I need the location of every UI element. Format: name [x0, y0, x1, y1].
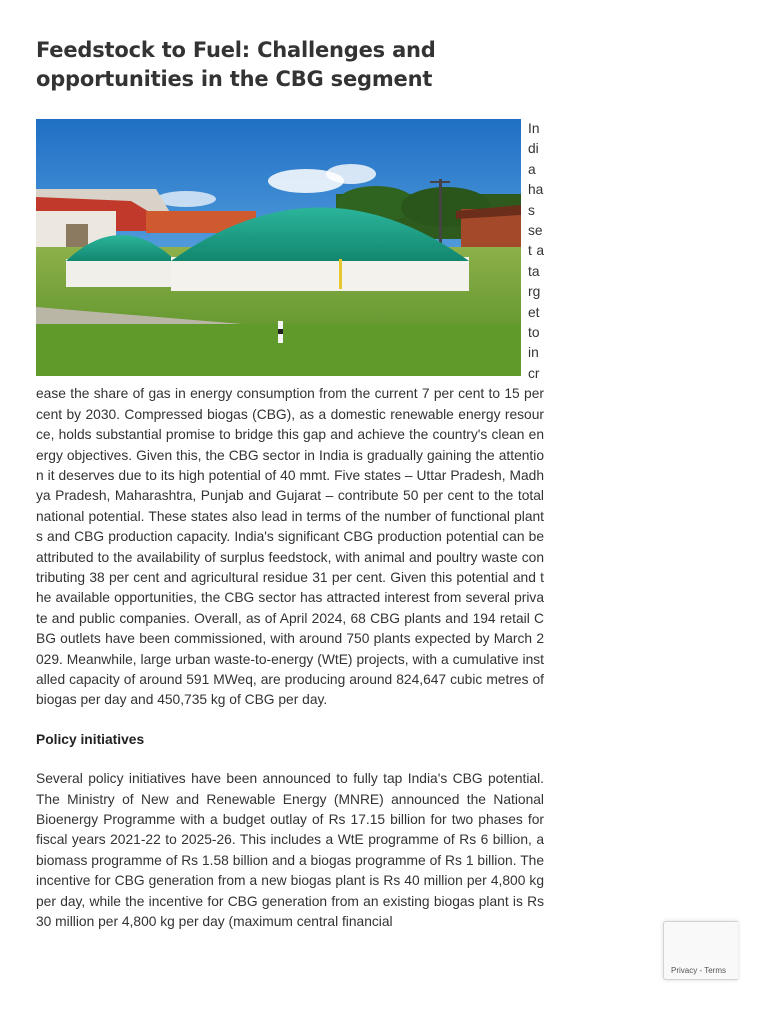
section-paragraph: Several policy initiatives have been announced to fully tap India's CBG potential. The Ministry of New and Renewable Energy (MNRE) announced the National Bioenergy Programme with a budget outlay of Rs 17.15 billion for two phases for fiscal years 2021-22 to 2025-26. This includes a WtE programme of Rs 6 billion, a biomass programme of Rs 1.58 billion and a biogas programme of Rs 1 billion. The incentive for CBG generation from a new biogas plant is Rs 40 million per 4,800 kg per day, while the incentive for CBG generation from an existing biogas plant is Rs 30 million per 4,800 kg per day (maximum central financial [36, 771, 544, 930]
section-heading: Policy initiatives [36, 731, 145, 747]
hero-image [36, 119, 521, 376]
intro-paragraph: India has set a target to increase the share of gas in energy consumption from the current 7 per cent to 15 per cent by 2030. Compressed biogas (CBG), as a domestic renewable energy resource, holds substantial promise to bridge this gap and achieve the country's clean energy objectives. Given this, the CBG sector in India is gradually gaining the attention it deserves due to its high potential of 40 mmt. Five states – Uttar Pradesh, Madhya Pradesh, Maharashtra, Punjab and Gujarat – contribute 50 per cent to the total national potential. These states also lead in terms of the number of functional plants and CBG production capacity. India's significant CBG production potential can be attributed to the availability of surplus feedstock, with animal and poultry waste contributing 38 per cent and agricultural residue 31 per cent. Given this potential and the available opportunities, the CBG sector has attracted interest from several private and public companies. Overall, as of April 2024, 68 CBG plants and 194 retail CBG outlets have been commissioned, with around 750 plants expected by March 2029. Meanwhile, large urban waste-to-energy (WtE) projects, with a cumulative installed capacity of around 591 MWeq, are producing around 824,647 cubic metres of biogas per day and 450,735 kg of CBG per day. [36, 121, 544, 708]
article [36, 0, 544, 932]
recaptcha-terms-link[interactable]: Terms [704, 966, 726, 975]
article-title: Feedstock to Fuel: Challenges and opportunities in the CBG segment [36, 38, 436, 91]
recaptcha-links [671, 966, 726, 975]
recaptcha-badge[interactable] [663, 921, 738, 980]
recaptcha-privacy-link[interactable]: Privacy [671, 966, 698, 975]
recaptcha-separator: - [697, 966, 705, 975]
intro-block [36, 119, 544, 711]
